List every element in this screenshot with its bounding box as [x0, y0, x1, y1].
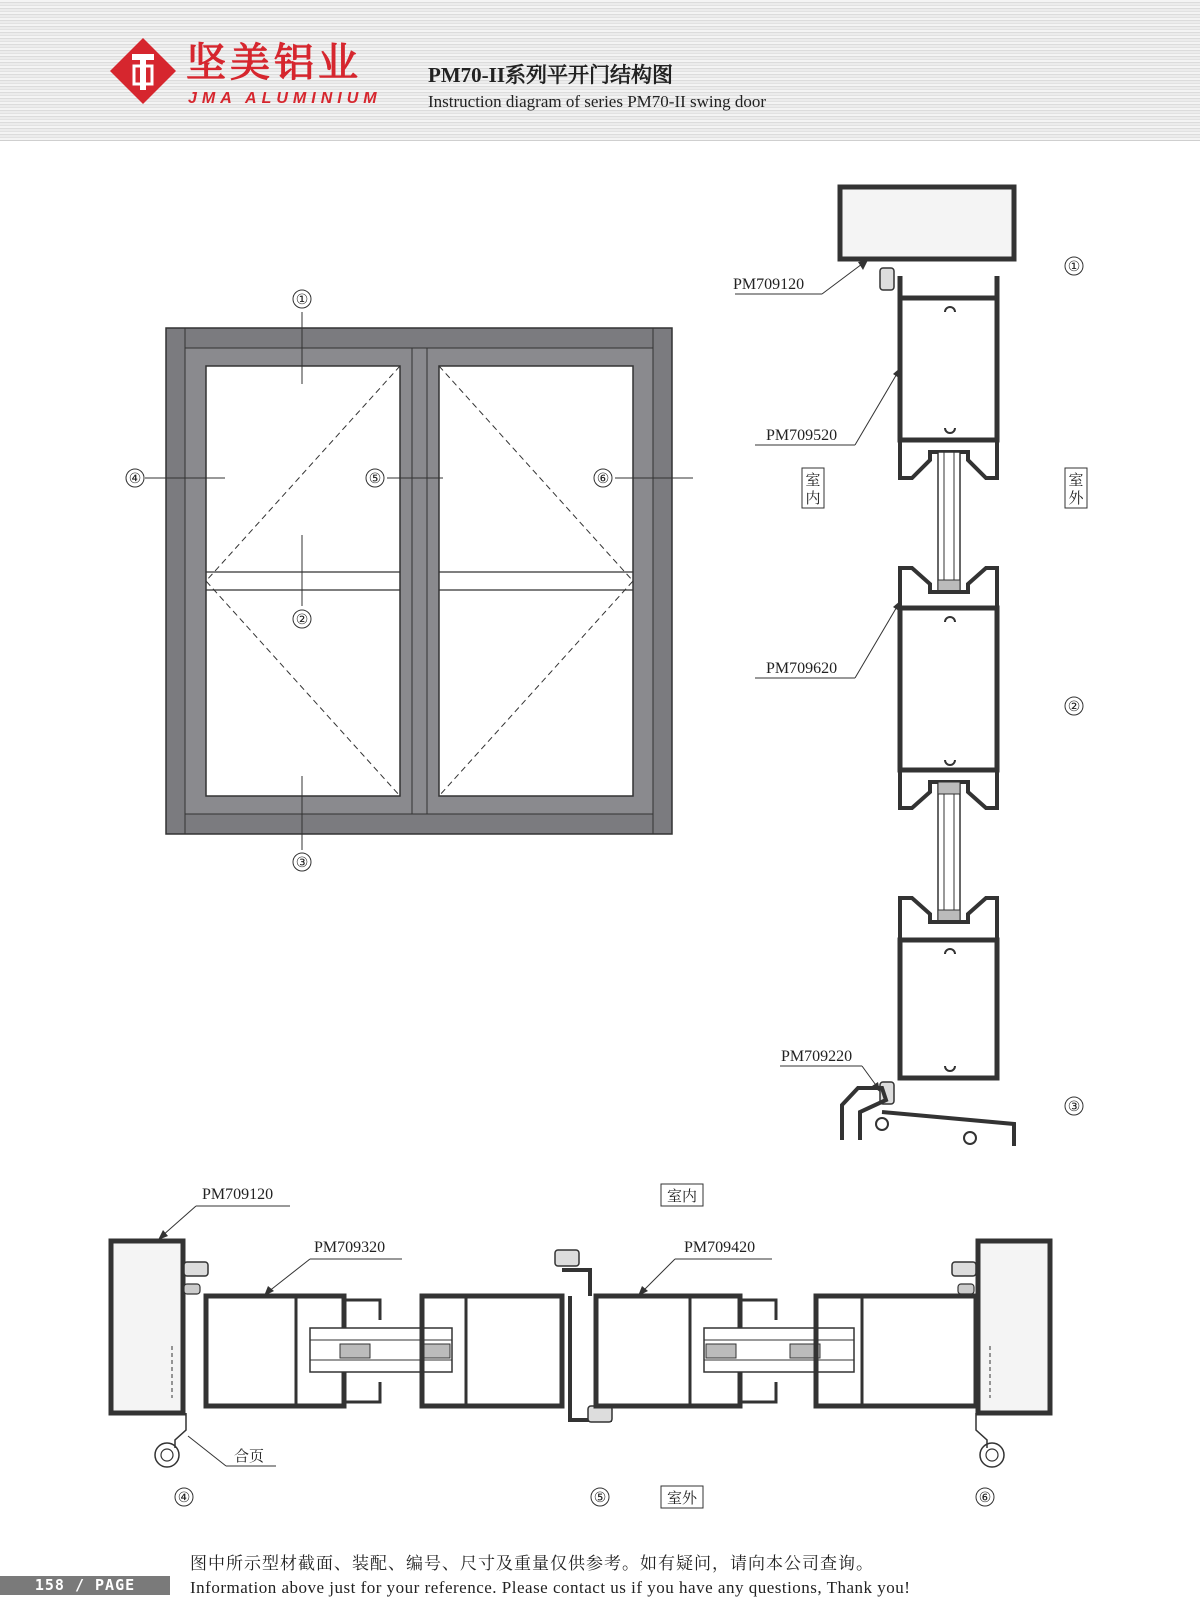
footer-note-cn: 图中所示型材截面、装配、编号、尺寸及重量仅供参考。如有疑问，请向本公司查询。: [190, 1554, 874, 1574]
footer-note-en: Information above just for your reference. Please contact us if you have any questions, Thank you!: [190, 1578, 911, 1597]
hs-indoor-label: 室内: [666, 1187, 698, 1205]
vs-indoor-char-1: 室: [805, 471, 821, 489]
hs-marker-4: ④: [177, 1490, 191, 1506]
elevation-marker-3: ③: [295, 855, 309, 871]
hinge-label: 合页: [234, 1447, 265, 1465]
horizontal-section: [111, 1206, 1050, 1467]
vs-indoor-char-2: 内: [805, 489, 821, 507]
hs-label-pm709420: PM709420: [684, 1239, 756, 1256]
page-number-tag: 158 / PAGE: [0, 1576, 170, 1595]
vs-label-pm709520: PM709520: [766, 427, 838, 444]
hs-marker-5: ⑤: [593, 1490, 607, 1506]
vs-outdoor-char-1: 室: [1068, 471, 1084, 489]
hs-marker-6: ⑥: [978, 1490, 992, 1506]
elevation-marker-4: ④: [128, 471, 142, 487]
door-elevation: [126, 290, 693, 871]
title-en: Instruction diagram of series PM70-II swing door: [428, 92, 767, 111]
hs-label-pm709120: PM709120: [202, 1186, 274, 1203]
elevation-marker-6: ⑥: [596, 471, 610, 487]
brand-name-cn: 坚美铝业: [186, 40, 362, 86]
vs-marker-1: ①: [1067, 259, 1081, 275]
vs-marker-3: ③: [1067, 1099, 1081, 1115]
vs-outdoor-char-2: 外: [1068, 489, 1084, 507]
vs-label-pm709220: PM709220: [781, 1048, 853, 1065]
hs-outdoor-label: 室外: [666, 1489, 698, 1507]
brand-name-en: JMA ALUMINIUM: [188, 90, 382, 107]
vs-marker-2: ②: [1067, 699, 1081, 715]
elevation-marker-5: ⑤: [368, 471, 382, 487]
vs-label-pm709120: PM709120: [733, 276, 805, 293]
vs-label-pm709620: PM709620: [766, 660, 838, 677]
hs-label-pm709320: PM709320: [314, 1239, 386, 1256]
title-cn: PM70-II系列平开门结构图: [428, 63, 673, 87]
elevation-marker-2: ②: [295, 612, 309, 628]
elevation-marker-1: ①: [295, 292, 309, 308]
